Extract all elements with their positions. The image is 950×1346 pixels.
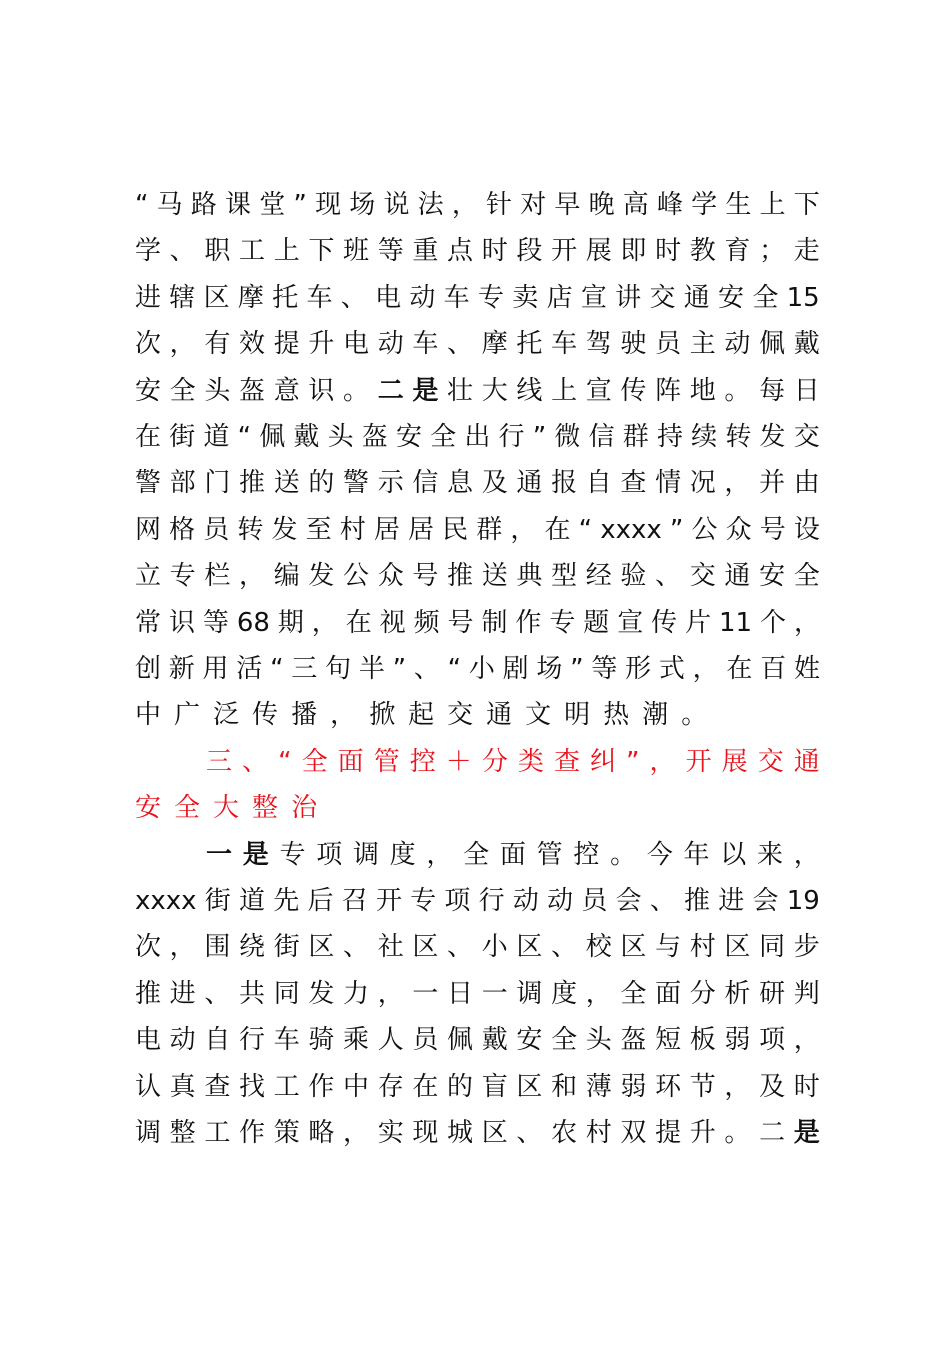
paragraph-line: 推 进 、 共 同 发 力 ， 一 日 一 调 度 ， 全 面 分 析 研 判 — [135, 978, 820, 1009]
paragraph-line: 立 专 栏 ， 编 发 公 众 号 推 送 典 型 经 验 、 交 通 安 全 — [135, 561, 820, 592]
paragraph-line: 在 街 道 “ 佩 戴 头 盔 安 全 出 行 ” 微 信 群 持 续 转 发 交 — [135, 422, 820, 452]
paragraph-line: 中 广 泛 传 播 ， 掀 起 交 通 文 明 热 潮 。 — [135, 700, 708, 731]
paragraph-line: 警 部 门 推 送 的 警 示 信 息 及 通 报 自 查 情 况 ， 并 由 — [135, 468, 820, 499]
paragraph-line: 次 ， 有 效 提 升 电 动 车 、 摩 托 车 驾 驶 员 主 动 佩 戴 — [135, 329, 820, 360]
paragraph-line: 进 辖 区 摩 托 车 、 电 动 车 专 卖 店 宣 讲 交 通 安 全 15 — [135, 282, 820, 313]
paragraph-line: 安 全 头 盔 意 识 。 二 是 壮 大 线 上 宣 传 阵 地 。 每 日 — [135, 375, 820, 406]
paragraph-line: 认 真 查 找 工 作 中 存 在 的 盲 区 和 薄 弱 环 节 ， 及 时 — [135, 1071, 820, 1102]
paragraph-line: 学 、 职 工 上 下 班 等 重 点 时 段 开 展 即 时 教 育 ； 走 — [135, 236, 820, 267]
paragraph-line: xxxx 街 道 先 后 召 开 专 项 行 动 动 员 会 、 推 进 会 19 — [135, 886, 820, 916]
paragraph-line: 创 新 用 活 “ 三 句 半 ” 、 “ 小 剧 场 ” 等 形 式 ， 在 百 姓 — [135, 654, 820, 684]
paragraph-line: 一 是 专 项 调 度 ， 全 面 管 控 。 今 年 以 来 ， — [206, 839, 820, 870]
paragraph-line: “ 马 路 课 堂 ” 现 场 说 法 ， 针 对 早 晚 高 峰 学 生 上 下 — [135, 190, 820, 220]
paragraph-line: 网 格 员 转 发 至 村 居 居 民 群 ， 在 “ xxxx ” 公 众 号 设 — [135, 514, 820, 545]
section-heading-line: 三 、 “ 全 面 管 控 ＋ 分 类 查 纠 ” ， 开 展 交 通 — [206, 746, 820, 777]
paragraph-line: 电 动 自 行 车 骑 乘 人 员 佩 戴 安 全 头 盔 短 板 弱 项 ， — [135, 1025, 820, 1056]
paragraph-line: 次 ， 围 绕 街 区 、 社 区 、 小 区 、 校 区 与 村 区 同 步 — [135, 932, 820, 963]
paragraph-line: 常 识 等 68 期 ， 在 视 频 号 制 作 专 题 宣 传 片 11 个 ， — [135, 607, 820, 638]
paragraph-line: 调 整 工 作 策 略 ， 实 现 城 区 、 农 村 双 提 升 。 二 是 — [135, 1118, 820, 1148]
section-heading-line: 安 全 大 整 治 — [135, 793, 318, 824]
